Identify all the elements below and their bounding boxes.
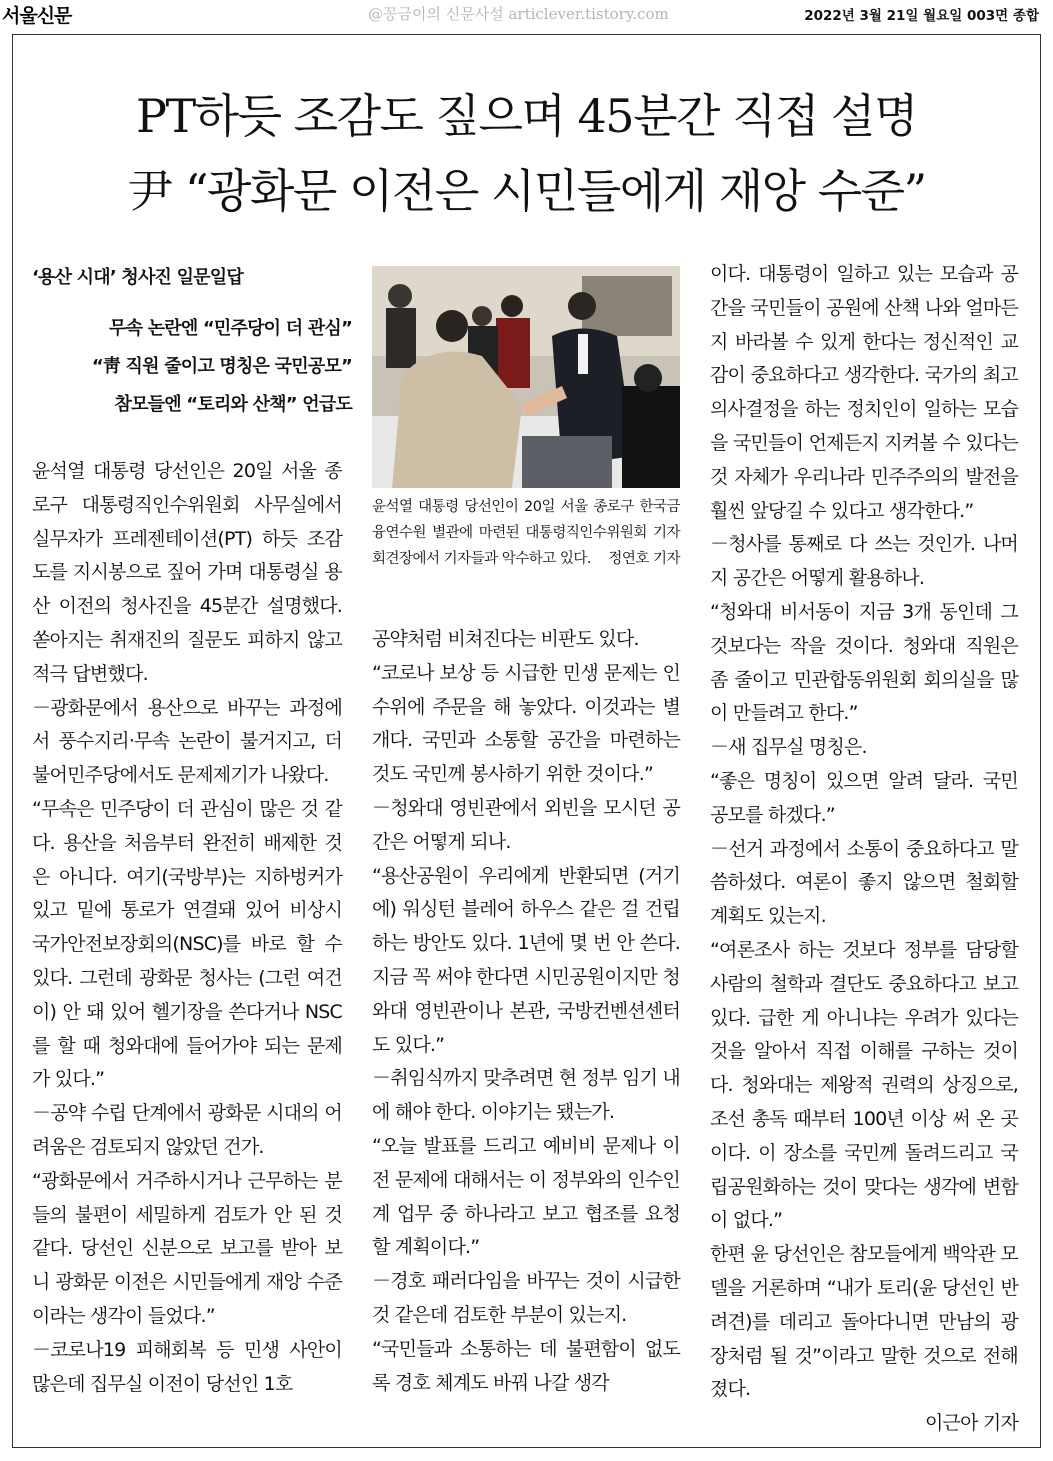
paragraph: 공약처럼 비쳐진다는 비판도 있다. bbox=[372, 628, 639, 650]
newspaper-name: 서울신문 bbox=[2, 5, 72, 27]
news-photo bbox=[372, 266, 680, 488]
paragraph: 이다. 대통령이 일하고 있는 모습과 공간을 국민들이 공원에 산책 나와 얼마든지 바라볼 수 있게 한다는 정신적인 교감이 중요하다고 생각한다. 국가의 최고 의사결정을 하는 정치인이 일하는 모습을 국민들이 언제든지 지켜볼 수 있다는 것 자체가 우리나라 민주주의의 발전을 훨씬 앞당길 수 있다고 생각한다.” bbox=[710, 263, 1018, 522]
top-bar bbox=[0, 0, 1053, 26]
paragraph: －취임식까지 맞추려면 현 정부 임기 내에 해야 한다. 이야기는 됐는가. bbox=[372, 1067, 680, 1124]
reporter-byline: 이근아 기자 bbox=[924, 1412, 1018, 1435]
paragraph: 윤석열 대통령 당선인은 20일 서울 종로구 대통령직인수위원회 사무실에서 실무자가 프레젠테이션(PT) 하듯 조감도를 지시봉으로 짚어 가며 대통령실 용산 이전의 청사진을 45분간 설명했다. 쏟아지는 취재진의 질문도 피하지 않고 적극 답변했다. bbox=[32, 460, 342, 685]
photo-caption bbox=[372, 494, 680, 572]
paragraph: “오늘 발표를 드리고 예비비 문제나 이전 문제에 대해서는 이 정부와의 인수인계 업무 중 하나라고 보고 협조를 요청할 계획이다.” bbox=[372, 1134, 680, 1259]
deck-line: 무속 논란엔 “민주당이 더 관심” bbox=[109, 318, 352, 339]
paragraph: －청사를 통째로 다 쓰는 것인가. 나머지 공간은 어떻게 활용하나. bbox=[710, 533, 1018, 590]
paragraph: “좋은 명칭이 있으면 알려 달라. 국민 공모를 하겠다.” bbox=[710, 769, 1018, 826]
headline-line-1: PT하듯 조감도 짚으며 45분간 직접 설명 bbox=[136, 89, 917, 143]
paragraph: “용산공원이 우리에게 반환되면 (거기에) 워싱턴 블레어 하우스 같은 걸 건립하는 방안도 있다. 1년에 몇 번 안 쓴다. 지금 꼭 써야 한다면 시민공원이지만 청와대 영빈관이나 본관, 국방컨벤션센터도 있다.” bbox=[372, 864, 680, 1056]
photo-credit: 정연호 기자 bbox=[608, 551, 680, 567]
article-column-3 bbox=[710, 258, 1018, 1441]
paragraph: “여론조사 하는 것보다 정부를 담당할 사람의 철학과 결단도 중요하다고 보고 있다. 급한 게 아니냐는 우려가 있다는 것을 알아서 직접 이해를 구하는 것이다. 청와대는 제왕적 권력의 상징으로, 조선 총독 때부터 100년 이상 써 온 곳이다. 이 장소를 국민께 돌려드리고 국립공원화하는 것이 맞다는 생각에 변함이 없다.” bbox=[710, 938, 1018, 1232]
paragraph: “무속은 민주당이 더 관심이 많은 것 같다. 용산을 처음부터 완전히 배제한 것은 아니다. 여기(국방부)는 지하벙커가 있고 밑에 통로가 연결돼 있어 비상시 국가안전보장회의(NSC)를 바로 할 수 있다. 그런데 광화문 청사는 (그런 여건이) 안 돼 있어 헬기장을 쓴다거나 NSC를 할 때 청와대에 들어가야 되는 문제가 있다.” bbox=[32, 797, 342, 1091]
paragraph: “국민들과 소통하는 데 불편함이 없도록 경호 체계도 바꿔 나갈 생각 bbox=[372, 1337, 680, 1394]
paragraph: －청와대 영빈관에서 외빈을 모시던 공간은 어떻게 되나. bbox=[372, 796, 680, 853]
subhead: ‘용산 시대’ 청사진 일문일답 bbox=[32, 267, 243, 288]
paragraph: －공약 수립 단계에서 광화문 시대의 어려움은 검토되지 않았던 건가. bbox=[32, 1102, 342, 1158]
article-column-1 bbox=[32, 455, 342, 1401]
paragraph: 한편 윤 당선인은 참모들에게 백악관 모델을 거론하며 “내가 토리(윤 당선인 반려견)를 데리고 돌아다니면 만남의 광장처럼 될 것”이라고 말한 것으로 전해졌다. bbox=[710, 1243, 1018, 1401]
watermark-text: @꽁금이의 신문사설 articlever.tistory.com bbox=[368, 5, 669, 23]
paragraph: －새 집무실 명칭은. bbox=[710, 736, 867, 759]
headline-line-2: 尹 “광화문 이전은 시민들에게 재앙 수준” bbox=[127, 164, 926, 218]
caption-text: 윤석열 대통령 당선인이 20일 서울 종로구 한국금융연수원 별관에 마련된 대통령직인수위원회 기자회견장에서 기자들과 악수하고 있다. bbox=[372, 499, 680, 567]
news-photo-image bbox=[372, 266, 680, 488]
deck-line: 참모들엔 “토리와 산책” 언급도 bbox=[114, 394, 352, 415]
deck-lines bbox=[32, 310, 352, 424]
paragraph: “청와대 비서동이 지금 3개 동인데 그것보다는 작을 것이다. 청와대 직원은 좀 줄이고 민관합동위원회 회의실을 많이 만들려고 한다.” bbox=[710, 600, 1018, 725]
paragraph: “광화문에서 거주하시거나 근무하는 분들의 불편이 세밀하게 검토가 안 된 것 같다. 당선인 신분으로 보고를 받아 보니 광화문 이전은 시민들에게 재앙 수준이라는 생각이 들었다.” bbox=[32, 1169, 342, 1327]
paragraph: －코로나19 피해회복 등 민생 사안이 많은데 집무실 이전이 당선인 1호 bbox=[32, 1338, 342, 1395]
article-column-2 bbox=[372, 623, 680, 1400]
dateline: 2022년 3월 21일 월요일 003면 종합 bbox=[804, 8, 1039, 24]
paragraph: “코로나 보상 등 시급한 민생 문제는 인수위에 주문을 해 놓았다. 이것과는 별개다. 국민과 소통할 공간을 마련하는 것도 국민께 봉사하기 위한 것이다.” bbox=[372, 661, 680, 786]
paragraph: －경호 패러다임을 바꾸는 것이 시급한 것 같은데 검토한 부분이 있는지. bbox=[372, 1270, 680, 1326]
paragraph: －광화문에서 용산으로 바꾸는 과정에서 풍수지리·무속 논란이 불거지고, 더불어민주당에서도 문제제기가 나왔다. bbox=[32, 696, 342, 787]
deck-line: “靑 직원 줄이고 명칭은 국민공모” bbox=[91, 356, 352, 377]
paragraph: －선거 과정에서 소통이 중요하다고 말씀하셨다. 여론이 좋지 않으면 철회할 계획도 있는지. bbox=[710, 837, 1018, 928]
